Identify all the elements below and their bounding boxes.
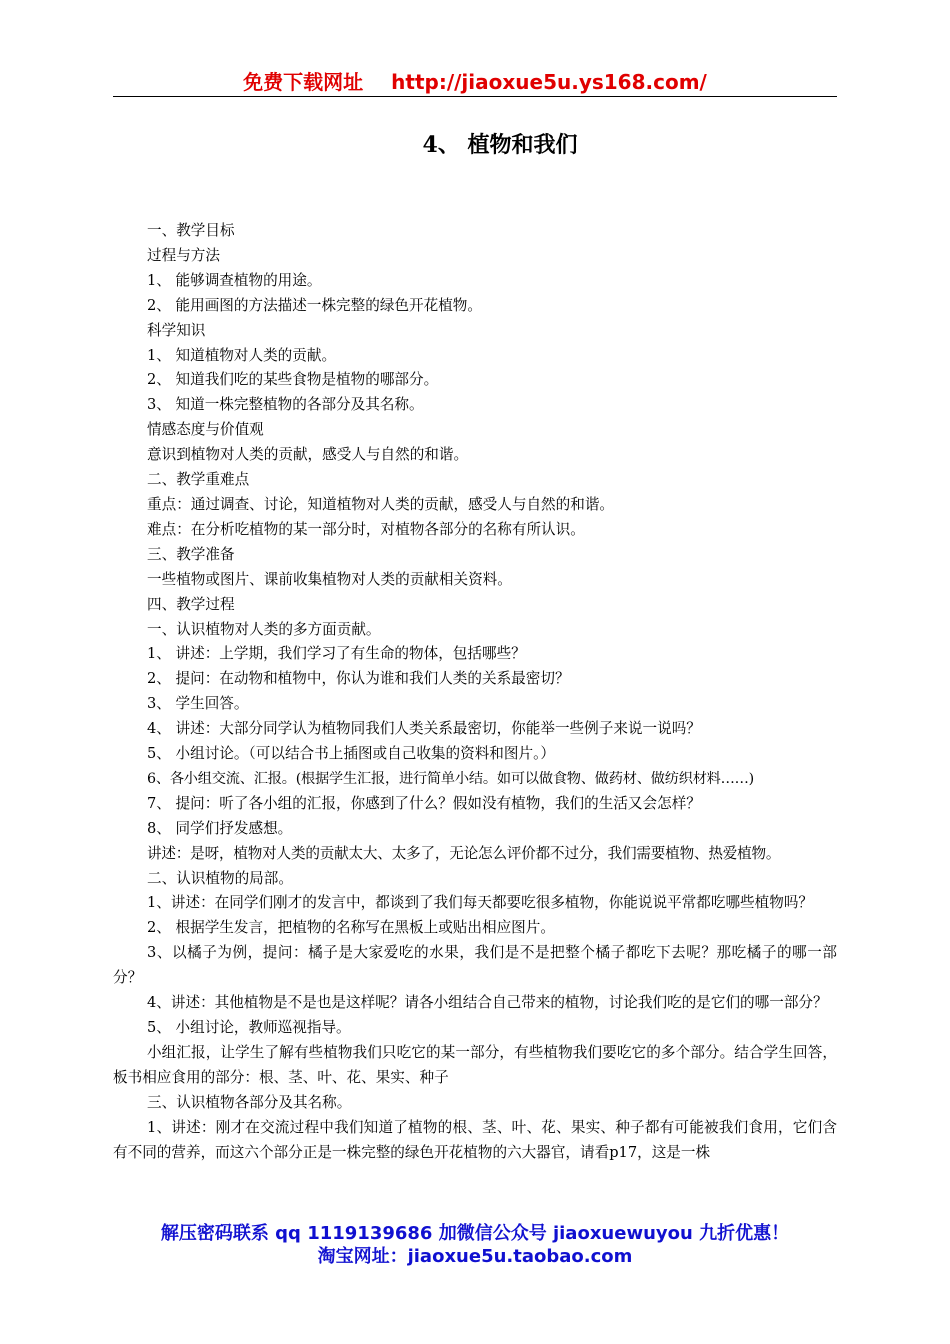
text-line: 重点：通过调查、讨论，知道植物对人类的贡献，感受人与自然的和谐。 bbox=[147, 495, 615, 513]
text-line: 一、认识植物对人类的多方面贡献。 bbox=[147, 620, 381, 638]
text-line: 2、 提问：在动物和植物中，你认为谁和我们人类的关系最密切？ bbox=[147, 670, 570, 688]
text-line: 讲述：是呀，植物对人类的贡献太大、太多了，无论怎么评价都不过分，我们需要植物、热爱植物。 bbox=[147, 844, 781, 862]
paragraph: 2、 根据学生发言，把植物的名称写在黑板上或贴出相应图片。 bbox=[147, 919, 555, 937]
text-line: 难点：在分析吃植物的某一部分时，对植物各部分的名称有所认识。 bbox=[147, 520, 585, 538]
paragraph: 1、讲述：在同学们刚才的发言中，都谈到了我们每天都要吃很多植物，你能说说平常都吃哪些植物吗？ bbox=[147, 894, 814, 912]
header-url-link[interactable]: http://jiaoxue5u.ys168.com/ bbox=[391, 70, 707, 94]
paragraph: 3、以橘子为例，提问：橘子是大家爱吃的水果，我们是不是把整个橘子都吃下去呢？那吃橘子的哪一部分？ bbox=[113, 944, 837, 987]
text-line: 1、 知道植物对人类的贡献。 bbox=[147, 346, 337, 364]
paragraph: 4、讲述：其他植物是不是也是这样呢？请各小组结合自己带来的植物，讨论我们吃的是它们的哪一部分？ bbox=[147, 994, 828, 1012]
download-header bbox=[0, 66, 950, 95]
text-line: 二、认识植物的局部。 bbox=[147, 869, 293, 887]
text-line: 1、 讲述：上学期，我们学习了有生命的物体，包括哪些？ bbox=[147, 645, 526, 663]
page-title: 4、 植物和我们 bbox=[422, 132, 578, 158]
text-line: 过程与方法 bbox=[147, 246, 220, 264]
text-line: 一些植物或图片、课前收集植物对人类的贡献相关资料。 bbox=[147, 570, 512, 588]
paragraph: 小组汇报，让学生了解有些植物我们只吃它的某一部分，有些植物我们要吃它的多个部分。结合学生回答，板书相应食用的部分：根、茎、叶、花、果实、种子 bbox=[113, 1043, 837, 1086]
text-line: 三、教学准备 bbox=[147, 545, 235, 563]
text-line: 1、 能够调查植物的用途。 bbox=[147, 271, 322, 289]
text-line: 4、 讲述：大部分同学认为植物同我们人类关系最密切，你能举一些例子来说一说吗？ bbox=[147, 720, 701, 738]
lesson-body bbox=[113, 219, 837, 1165]
header-label: 免费下载网址 bbox=[243, 70, 364, 94]
text-line: 科学知识 bbox=[147, 321, 206, 339]
text-line: 意识到植物对人类的贡献，感受人与自然的和谐。 bbox=[147, 446, 469, 464]
footer-contact: 解压密码联系 qq 1119139686 加微信公众号 jiaoxuewuyou 九折优惠！ bbox=[160, 1223, 790, 1244]
paragraph: 三、认识植物各部分及其名称。 bbox=[147, 1093, 352, 1111]
text-line: 2、 知道我们吃的某些食物是植物的哪部分。 bbox=[147, 371, 439, 389]
footer-shop-link[interactable]: 淘宝网址：jiaoxue5u.taobao.com bbox=[317, 1246, 633, 1267]
text-line: 3、 知道一株完整植物的各部分及其名称。 bbox=[147, 396, 424, 414]
text-line: 6、各小组交流、汇报。(根据学生汇报，进行简单小结。如可以做食物、做药材、做纺织材料……) bbox=[147, 770, 754, 787]
text-line: 二、教学重难点 bbox=[147, 471, 250, 489]
text-line: 一、教学目标 bbox=[147, 222, 235, 239]
text-line: 7、 提问：听了各小组的汇报，你感到了什么？假如没有植物，我们的生活又会怎样？ bbox=[147, 794, 701, 812]
text-line: 3、 学生回答。 bbox=[147, 695, 249, 713]
text-line: 情感态度与价值观 bbox=[147, 421, 264, 439]
text-line: 5、 小组讨论。（可以结合书上插图或自己收集的资料和图片。） bbox=[147, 745, 555, 763]
header-divider bbox=[113, 96, 837, 97]
text-line: 2、 能用画图的方法描述一株完整的绿色开花植物。 bbox=[147, 296, 482, 314]
text-line: 8、 同学们抒发感想。 bbox=[147, 819, 293, 837]
paragraph: 1、讲述：刚才在交流过程中我们知道了植物的根、茎、叶、花、果实、种子都有可能被我们食用，它们含有不同的营养，而这六个部分正是一株完整的绿色开花植物的六大器官，请看p17，这是一株 bbox=[113, 1118, 837, 1161]
paragraph: 5、 小组讨论，教师巡视指导。 bbox=[147, 1019, 351, 1036]
text-line: 四、教学过程 bbox=[147, 595, 235, 613]
